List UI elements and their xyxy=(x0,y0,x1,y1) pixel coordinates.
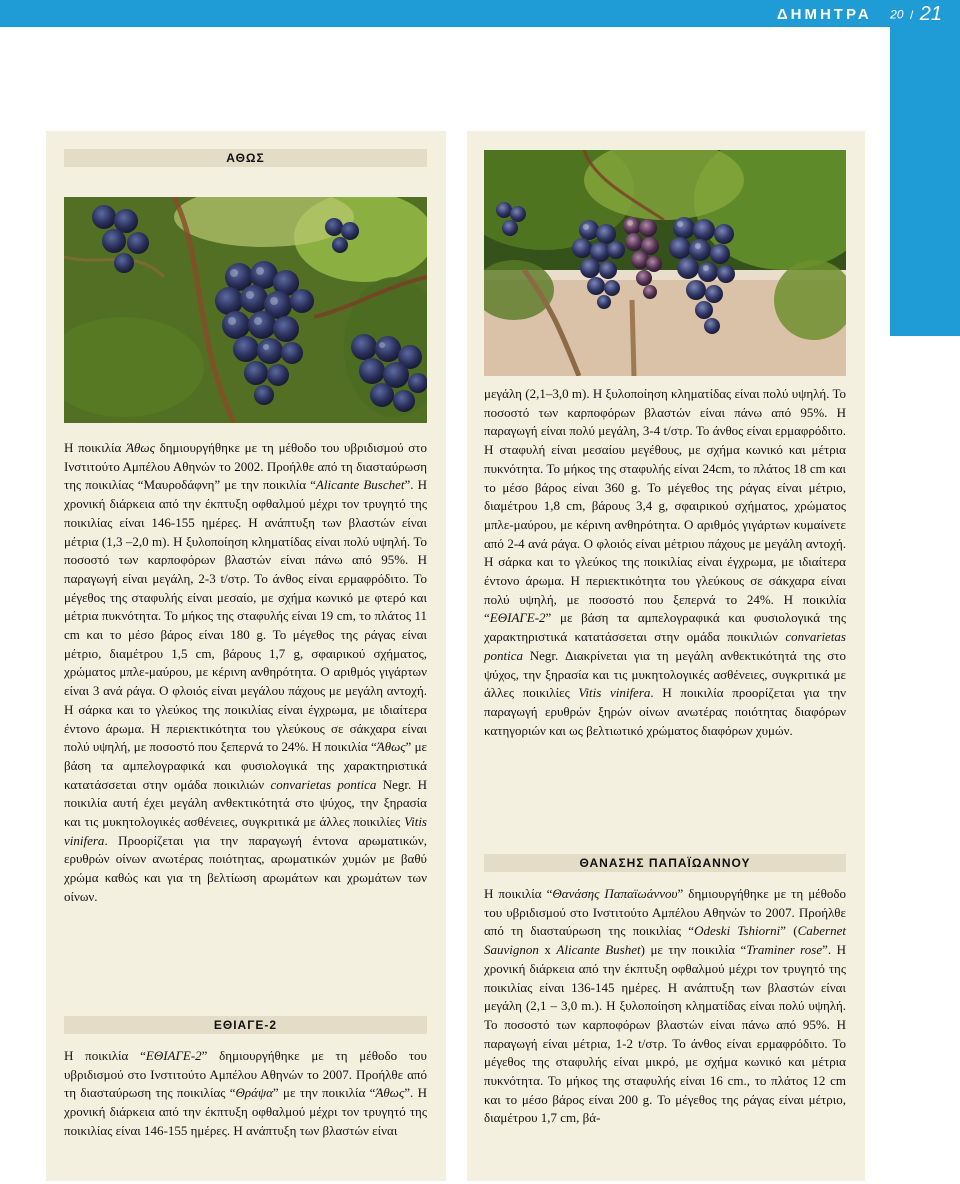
vineyard-grapes-photo xyxy=(484,150,846,376)
athos-paragraph: Η ποικιλία Άθως δημιουργήθηκε με τη μέθοδο του υβριδισμού στο Ινστιτούτο Αμπέλου Αθηνών το 2002. Προήλθε από τη διασταύρωση της ποικιλίας “Μαυροδάφνη” με την ποικιλία “Alicante Buschet”. Η χρονική διάρκεια από την έκπτυξη οφθαλμού μέχρι τον τρυγητό της ποικιλίας είναι 146-155 ημέρες. Η ανάπτυξη των βλαστών είναι μέτρια (1,3 –2,0 m). Η ξυλοποίηση κληματίδας είναι πολύ υψηλή. Το ποσοστό των καρποφόρων βλαστών είναι πάνω από 95%. Η παραγωγή είναι μεγάλη, 2-3 t/στρ. Το άνθος είναι ερμαφρόδιτο. Το μέγεθος της σταφυλής είναι μεσαίο, με σχήμα κωνικό με φτερό και μέτρια πυκνότητα. Το μήκος της σταφυλής είναι 19 cm, το πλάτος 11 cm και το μέσο βάρος είναι 180 g. Το μέγεθος της ράγας είναι μέτριο, διαμέτρου 1,5 cm, βάρους 1,7 g, σφαιρικού σχήματος, χρώματος μπλε-μαύρου, με κέρινη ανθηρότητα. Ο αριθμός γιγάρτων είναι 3 ανά ράγα. Ο φλοιός είναι μεγάλου πάχους με μεγάλη αντοχή. Η σάρκα και το γλεύκος της ποικιλίας είναι έγχρωμα, με ιδιαίτερα έντονο άρωμα. Η περιεκτικότητα του γλεύκους σε σάκχαρα είναι πολύ υψηλή, με ποσοστό που ξεπερνά το 24%. Η ποικιλία “Άθως” με βάση τα αμπελογραφικά και φυσιολογικά της χαρακτηριστικά κατατάσσεται στην ομάδα ποικιλιών convarietas pontica Negr. Η ποικιλία αυτή έχει μεγάλη ανθεκτικότητά στο ψύχος, την ξηρασία και τις μυκητολογικές ασθένειες, συγκριτικά με άλλες ποικιλίες Vitis vinifera. Προορίζεται για την παραγωγή έντονα αρωματικών, ερυθρών οίνων ανωτέρας ποιότητας, αρωματικών χυμών με βαθύ χρώμα καθώς και για τη βελτίωση αρωμάτων και χρωμάτων των οίνων. xyxy=(64,440,428,904)
section-title-ethiage: ΕΘΙΑΓΕ-2 xyxy=(64,1016,427,1034)
running-header xyxy=(777,3,942,26)
athos-description xyxy=(64,439,427,907)
right-column xyxy=(467,131,865,1181)
page-separator: / xyxy=(909,7,914,22)
side-accent-bar xyxy=(890,0,960,336)
ethiage-description-start: Η ποικιλία “ΕΘΙΑΓΕ-2” δημιουργήθηκε με τη μέθοδο του υβριδισμού στο Ινστιτούτο Αμπέλου Αθηνών το 2007. Προήλθε από τη διασταύρωση της ποικιλίας “Θράψα” με την ποικιλία “Άθως”. Η χρονική διάρκεια από την έκπτυξη οφθαλμού μέχρι τον τρυγητό της ποικιλίας είναι 146-155 ημέρες. Η ανάπτυξη των βλαστών είναι xyxy=(64,1048,427,1138)
magazine-name: ΔΗΜΗΤΡΑ xyxy=(776,6,872,23)
ethiage-description-continued: μεγάλη (2,1–3,0 m). Η ξυλοποίηση κληματίδας είναι πολύ υψηλή. Το ποσοστό των καρποφόρων βλαστών είναι πάνω από 95%. Η παραγωγή είναι πολύ μεγάλη, 3-4 t/στρ. Το άνθος είναι ερμαφρόδιτο. Η σταφυλή είναι μεσαίου μεγέθους, με σχήμα κωνικό και μέτρια πυκνότητα. Το μήκος της σταφυλής είναι 24cm, το πλάτος 18 cm και το μέσο βάρος είναι 360 g. Το μέγεθος της ράγας είναι μέτριο, διαμέτρου 1,8 cm, βάρους 3,4 g, σφαιρικού σχήματος, χρώματος μπλε-μαύρου, με κέρινη ανθηρότητα. Ο αριθμός γιγάρτων κυμαίνετε από 2-4 ανά ράγα. Ο φλοιός είναι μέτριου πάχους με μεγάλη αντοχή. Η σάρκα και το γλεύκος της ποικιλίας είναι έγχρωμα, με ιδιαίτερα έντονο άρωμα. Η περιεκτικότητα του γλεύκους σε σάκχαρα είναι πολύ υψηλή, με ποσοστό που ξεπερνά το 24%. Η ποικιλία “ΕΘΙΑΓΕ-2” με βάση τα αμπελογραφικά και φυσιολογικά της χαρακτηριστικά κατατάσσεται στην ομάδα ποικιλιών convarietas pontica Negr. Διακρίνεται για τη μεγάλη ανθεκτικότητά της στο ψύχος, την ξηρασία και τις μυκητολογικές ασθένειες, συγκριτικά με άλλες ποικιλίες Vitis vinifera. Η ποικιλία προορίζεται για την παραγωγή ερυθρών ξηρών οίνων ανωτέρας ποιότητας διαφόρων κατηγοριών και ως βελτιωτικό χρώματος διαφόρων χυμών. xyxy=(484,386,846,738)
thanasis-description: Η ποικιλία “Θανάσης Παπαϊωάννου” δημιουργήθηκε με τη μέθοδο του υβριδισμού στο Ινστιτούτο Αμπέλου Αθηνών το 2007. Προήλθε από τη διασταύρωση της ποικιλίας “Odeski Tshiorni” (Cabernet Sauvignon x Alicante Bushet) με την ποικιλία “Traminer rose”. Η χρονική διάρκεια από την έκπτυξη οφθαλμού μέχρι τον τρυγητό της ποικιλίας είναι 136-145 ημέρες. Η ανάπτυξη των βλαστών είναι μεγάλη (2,1 – 3,0 m.). Η ξυλοποίηση κληματίδας είναι πολύ υψηλή. Το ποσοστό των καρποφόρων βλαστών είναι πάνω από 95%. Η παραγωγή είναι μέτρια, 1-2 t/στρ. Το άνθος είναι ερμαφρόδιτο. Το μέγεθος της σταφυλής είναι μικρό, με σχήμα κωνικό και μέτρια πυκνότητα. Το μήκος της σταφυλής είναι 16 cm., το πλάτος 12 cm και το μέσο βάρος είναι 200 g. Το μέγεθος της ράγας είναι μέτριο, διαμέτρου 1,7 cm, βά- xyxy=(484,886,847,1126)
page-number-right: 21 xyxy=(919,3,942,25)
left-column xyxy=(46,131,446,1181)
grape-cluster-photo xyxy=(64,197,427,423)
section-title-athos: ΑΘΩΣ xyxy=(64,149,427,167)
page-number-left: 20 xyxy=(890,7,904,22)
section-title-thanasis: ΘΑΝΑΣΗΣ ΠΑΠΑΪΩΑΝΝΟΥ xyxy=(484,854,846,872)
